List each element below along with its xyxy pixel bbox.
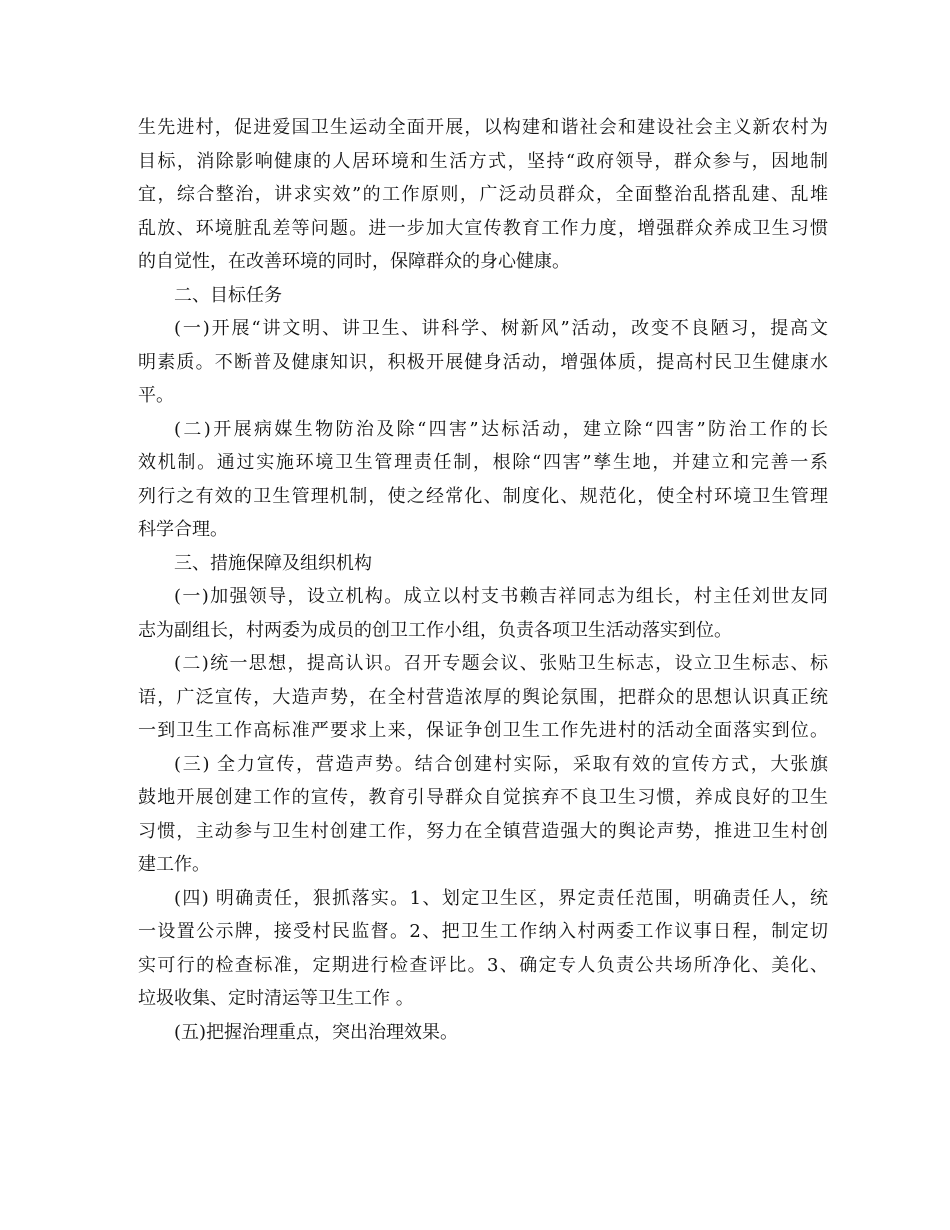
text-line: 志为副组长，村两委为成员的创卫工作小组，负责各项卫生活动落实到位。 (138, 619, 732, 641)
text-line: 平。 (138, 385, 174, 406)
text-line: 的自觉性，在改善环境的同时，保障群众的身心健康。 (138, 251, 570, 272)
text-line: (五)把握治理重点，突出治理效果。 (174, 1021, 459, 1043)
text-line: 宜，综合整治，讲求实效”的工作原则，广泛动员群众，全面整治乱搭乱建、乱堆 (138, 184, 828, 205)
document-body (138, 111, 828, 1049)
text-line: (三) 全力宣传，营造声势。结合创建村实际，采取有效的宣传方式，大张旗 (174, 753, 828, 775)
text-line: 垃圾收集、定时清运等卫生工作 。 (138, 988, 414, 1009)
text-line: 列行之有效的卫生管理机制，使之经常化、制度化、规范化，使全村环境卫生管理 (138, 485, 828, 507)
text-line: (二)统一思想，提高认识。召开专题会议、张贴卫生标志，设立卫生标志、标 (174, 653, 828, 674)
text-line: 明素质。不断普及健康知识，积极开展健身活动，增强体质，提高村民卫生健康水 (138, 351, 828, 373)
text-line: 鼓地开展创建工作的宣传，教育引导群众自觉摈弃不良卫生习惯，养成良好的卫生 (138, 787, 828, 808)
text-line: 实可行的检查标准，定期进行检查评比。3、确定专人负责公共场所净化、美化、 (138, 954, 828, 976)
text-line: 生先进村，促进爱国卫生运动全面开展，以构建和谐社会和建设社会主义新农村为 (138, 117, 828, 138)
text-line: 一设置公示牌，接受村民监督。2、把卫生工作纳入村两委工作议事日程，制定切 (138, 921, 828, 942)
text-line: (二)开展病媒生物防治及除“四害”达标活动，建立除“四害”防治工作的长 (174, 418, 828, 440)
text-line: (一)开展“讲文明、讲卫生、讲科学、树新风”活动，改变不良陋习，提高文 (174, 318, 828, 339)
text-line: 二、目标任务 (174, 284, 282, 306)
text-line: 乱放、环境脏乱差等问题。进一步加大宣传教育工作力度，增强群众养成卫生习惯 (138, 217, 828, 239)
text-line: 目标，消除影响健康的人居环境和生活方式，坚持“政府领导，群众参与，因地制 (138, 150, 828, 172)
text-line: 建工作。 (138, 854, 210, 875)
text-line: (一)加强领导，设立机构。成立以村支书赖吉祥同志为组长，村主任刘世友同 (174, 586, 828, 607)
text-line: 语，广泛宣传，大造声势，在全村营造浓厚的舆论氛围，把群众的思想认识真正统 (138, 686, 828, 708)
text-line: (四) 明确责任，狠抓落实。1、划定卫生区，界定责任范围，明确责任人，统 (174, 887, 828, 909)
text-line: 三、措施保障及组织机构 (174, 552, 372, 574)
text-line: 习惯，主动参与卫生村创建工作，努力在全镇营造强大的舆论声势，推进卫生村创 (138, 820, 828, 842)
text-line: 一到卫生工作高标准严要求上来，保证争创卫生工作先进村的活动全面落实到位。 (138, 720, 828, 741)
text-line: 效机制。通过实施环境卫生管理责任制，根除“四害”孳生地，并建立和完善一系 (138, 452, 828, 473)
text-line: 科学合理。 (138, 519, 228, 540)
